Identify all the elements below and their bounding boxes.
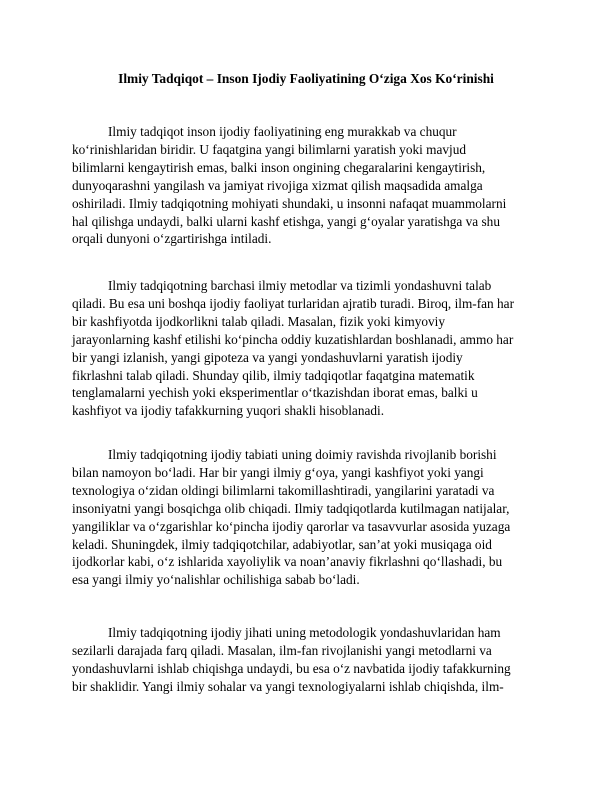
paragraph-line: Ilmiy tadqiqotning barchasi ilmiy metodlar va tizimli yondashuvni talab: [108, 278, 492, 293]
paragraph-line: tenglamalarni yechish yoki eksperimentlar o‘tkazishdan iborat emas, balki u: [72, 385, 478, 401]
paragraph-line: bir kashfiyotda ijodkorlikni talab qiladi. Masalan, fizik yoki kimyoviy: [72, 313, 445, 329]
paragraph: [72, 123, 542, 248]
paragraph-line: esa yangi ilmiy yo‘nalishlar ochilishiga sabab bo‘ladi.: [72, 572, 360, 588]
paragraph-line: Ilmiy tadqiqot inson ijodiy faoliyatining eng murakkab va chuqur: [108, 124, 457, 139]
paragraph-line: jarayonlarning kashf etilishi ko‘pincha oddiy kuzatishlardan boshlanadi, ammo har: [72, 331, 514, 347]
paragraph-line: ko‘rinishlaridan biridir. U faqatgina yangi bilimlarni yaratish yoki mavjud: [72, 141, 467, 157]
paragraph-line: sezilarli darajada farq qiladi. Masalan, ilm-fan rivojlanishi yangi metodlarni va: [72, 642, 492, 658]
paragraph: [72, 624, 542, 696]
paragraph-line: yondashuvlarni ishlab chiqishga undaydi, bu esa o‘z navbatida ijodiy tafakkurning: [72, 660, 511, 676]
paragraph-line: keladi. Shuningdek, ilmiy tadqiqotchilar, adabiyotlar, san’at yoki musiqaga oid: [72, 536, 492, 552]
paragraph-line: fikrlashni talab qiladi. Shunday qilib, ilmiy tadqiqotlar faqatgina matematik: [72, 367, 475, 383]
paragraph-line: qiladi. Bu esa uni boshqa ijodiy faoliyat turlaridan ajratib turadi. Biroq, ilm-fan har: [72, 295, 515, 311]
paragraph-line: texnologiya o‘zidan oldingi bilimlarni takomillashtiradi, yangilarini yaratadi va: [72, 482, 495, 498]
paragraph-line: bir yangi izlanish, yangi gipoteza va yangi yondashuvlarni yaratish ijodiy: [72, 349, 463, 365]
paragraph: [72, 446, 542, 589]
paragraph-line: Ilmiy tadqiqotning ijodiy jihati uning metodologik yondashuvlaridan ham: [108, 625, 501, 640]
paragraph-line: insoniyatni yangi bosqichga olib chiqadi. Ilmiy tadqiqotlarda kutilmagan natijalar,: [72, 500, 510, 516]
paragraph-line: oshiriladi. Ilmiy tadqiqotning mohiyati shundaki, u insonni nafaqat muammolarni: [72, 195, 507, 211]
paragraph-line: dunyoqarashni yangilash va jamiyat rivojiga xizmat qilish maqsadida amalga: [72, 177, 483, 193]
paragraph-line: bilan namoyon bo‘ladi. Har bir yangi ilmiy g‘oya, yangi kashfiyot yoki yangi: [72, 464, 484, 480]
paragraph-line: orqali dunyoni o‘zgartirishga intiladi.: [72, 231, 272, 247]
paragraph-line: bir shaklidir. Yangi ilmiy sohalar va yangi texnologiyalarni ishlab chiqishda, ilm-: [72, 678, 504, 694]
paragraph-line: ijodkorlar kabi, o‘z ishlarida xayoliylik va noan’anaviy fikrlashni qo‘llashadi, bu: [72, 554, 503, 570]
paragraph-line: bilimlarni kengaytirish emas, balki inson ongining chegaralarini kengaytirish,: [72, 159, 486, 175]
paragraph-line: kashfiyot va ijodiy tafakkurning yuqori shakli hisoblanadi.: [72, 403, 385, 419]
paragraph-line: Ilmiy tadqiqotning ijodiy tabiati uning doimiy ravishda rivojlanib borishi: [108, 447, 497, 462]
document-title: Ilmiy Tadqiqot – Inson Ijodiy Faoliyatining O‘ziga Xos Ko‘rinishi: [118, 71, 494, 86]
paragraph: [72, 277, 542, 420]
paragraph-line: yangiliklar va o‘zgarishlar ko‘pincha ijodiy qarorlar va tasavvurlar asosida yuzaga: [72, 518, 511, 534]
paragraph-line: hal qilishga undaydi, balki ularni kashf etishga, yangi g‘oyalar yaratishga va shu: [72, 213, 500, 229]
